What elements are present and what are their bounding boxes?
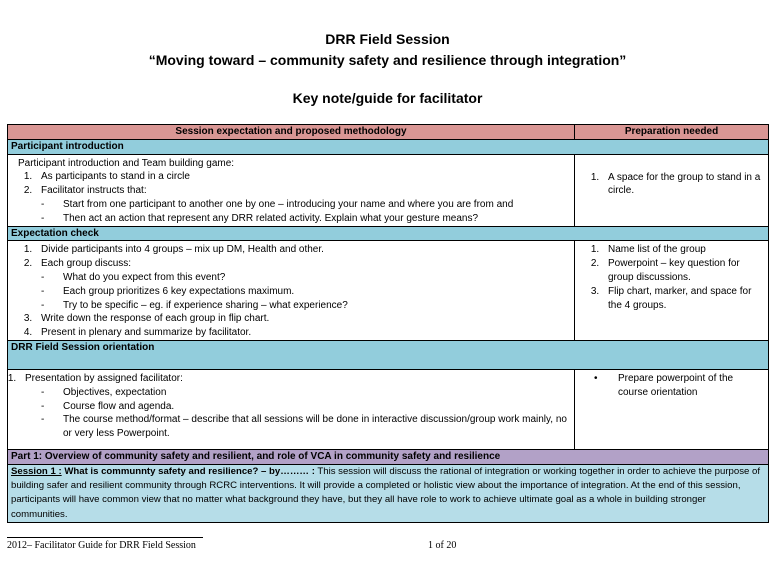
- expectation-substeps: [11, 271, 571, 312]
- list-item: • Prepare powerpoint of the course orientation: [592, 372, 765, 400]
- session-description: [8, 464, 769, 522]
- list-item: - What do you expect from this event?: [41, 271, 571, 285]
- session-text: This session will discuss the rational of integration or working together in order to achieve the purpose of building safer and resilient community through RCRC interventions. It will provide a completed or holistic view about the importance of integration. At the end of this session, participants will have common view that no matter what background they have, but they all have role to work to achieve ultimate goal as a whole in building stronger communities.: [11, 465, 760, 520]
- list-item: - Objectives, expectation: [41, 386, 571, 400]
- intro-steps: [11, 170, 571, 198]
- preparation-cell: [575, 369, 769, 449]
- methodology-cell: [8, 154, 575, 226]
- part-label: Part 1: Overview of community safety and resilient, and role of VCA in community safety and resilience: [8, 449, 769, 464]
- list-item: 1. Presentation by assigned facilitator:: [19, 372, 571, 386]
- list-item: 2. Each group discuss:: [35, 257, 571, 271]
- intro-lead: Participant introduction and Team building game:: [18, 157, 235, 169]
- preparation-cell: [575, 241, 769, 341]
- list-item: - Each group prioritizes 6 key expectations maximum.: [41, 285, 571, 299]
- list-item: 3. Flip chart, marker, and space for the 4 groups.: [602, 285, 765, 313]
- prep-list: [578, 157, 765, 199]
- list-item: - Then act an action that represent any DRR related activity. Explain what your gesture means?: [41, 212, 571, 226]
- table-row: [8, 369, 769, 449]
- orientation-substeps: [11, 386, 571, 441]
- document-heading: Key note/guide for facilitator: [292, 90, 483, 106]
- prep-list: [578, 372, 765, 400]
- section-row-participant-intro: [8, 139, 769, 154]
- prep-list: [578, 243, 765, 312]
- list-item: 1. Name list of the group: [602, 243, 765, 257]
- page-number: 1 of 20: [428, 540, 457, 551]
- list-item: - Try to be specific – eg. if experience sharing – what experience?: [41, 299, 571, 313]
- facilitator-guide-table: [7, 124, 769, 523]
- footer-document-name: 2012– Facilitator Guide for DRR Field Session: [7, 540, 196, 551]
- list-item: - Start from one participant to another one by one – introducing your name and where you are from and: [41, 198, 571, 212]
- document-subtitle: “Moving toward – community safety and resilience through integration”: [148, 52, 627, 68]
- orientation-steps: [11, 372, 571, 386]
- table-row: [8, 154, 769, 226]
- methodology-cell: [8, 369, 575, 449]
- document-title: DRR Field Session: [325, 31, 450, 47]
- methodology-cell: [8, 241, 575, 341]
- expectation-steps: [11, 243, 571, 271]
- table-row: [8, 241, 769, 341]
- session-row: [8, 464, 769, 522]
- section-row-orientation: [8, 340, 769, 369]
- list-item: 1. Divide participants into 4 groups – mix up DM, Health and other.: [35, 243, 571, 257]
- list-item: - The course method/format – describe that all sessions will be done in interactive discussion/group work mainly, no or very less Powerpoint.: [41, 413, 571, 441]
- intro-substeps: [11, 198, 571, 226]
- section-label: DRR Field Session orientation: [8, 340, 769, 369]
- section-label: Expectation check: [8, 226, 769, 241]
- footer-divider: [7, 537, 203, 538]
- preparation-cell: [575, 154, 769, 226]
- table-header-row: [8, 125, 769, 140]
- expectation-steps-continued: [11, 312, 571, 340]
- section-row-expectation-check: [8, 226, 769, 241]
- section-label: Participant introduction: [8, 139, 769, 154]
- list-item: 3. Write down the response of each group in flip chart.: [35, 312, 571, 326]
- col-header-methodology: Session expectation and proposed methodology: [8, 125, 575, 140]
- list-item: 1. As participants to stand in a circle: [35, 170, 571, 184]
- list-item: 2. Powerpoint – key question for group discussions.: [602, 257, 765, 285]
- part-row: [8, 449, 769, 464]
- session-label: Session 1 :: [11, 465, 62, 477]
- list-item: 4. Present in plenary and summarize by facilitator.: [35, 326, 571, 340]
- session-question: What is communnty safety and resilience? – by……… :: [61, 465, 315, 477]
- col-header-preparation: Preparation needed: [575, 125, 769, 140]
- list-item: - Course flow and agenda.: [41, 400, 571, 414]
- list-item: 2. Facilitator instructs that:: [35, 184, 571, 198]
- list-item: 1. A space for the group to stand in a circle.: [602, 171, 765, 199]
